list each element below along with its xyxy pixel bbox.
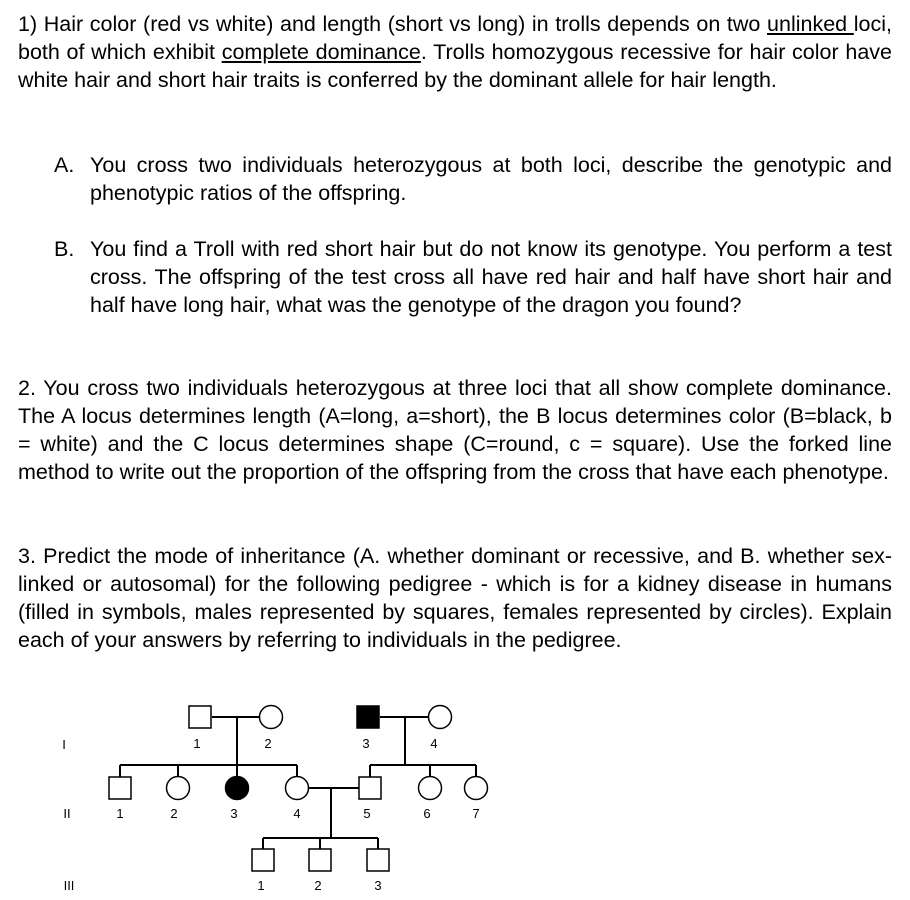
individual-III-1: [252, 849, 274, 871]
label-II-3: 3: [230, 806, 238, 821]
label-II-7: 7: [472, 806, 480, 821]
label-I-1: 1: [193, 736, 201, 751]
label-II-6: 6: [423, 806, 431, 821]
question-1-part-a: [54, 151, 892, 207]
individual-I-4: [429, 706, 452, 729]
label-II-2: 2: [170, 806, 178, 821]
label-II-1: 1: [116, 806, 124, 821]
part-a-text: You cross two individuals heterozygous at both loci, describe the genotypic and phenotypic ratios of the offspring.: [90, 153, 892, 205]
q1-mid: loci, both of which exhibit: [18, 12, 892, 64]
generation-label-III: III: [63, 878, 75, 893]
q1-term-unlinked: unlinked: [767, 12, 854, 36]
q1-lead: 1) Hair color (red vs white) and length (short vs long) in trolls depends on two: [18, 12, 768, 36]
individual-II-1: [109, 777, 131, 799]
part-b-text: You find a Troll with red short hair but do not know its genotype. You perform a test cross. The offspring of the test cross all have red hair and half have short hair and half have long hair, what was the genotype of the dragon you found?: [90, 237, 892, 317]
label-III-3: 3: [374, 878, 382, 893]
individual-I-2: [260, 706, 283, 729]
individual-I-3: [357, 706, 379, 728]
label-I-2: 2: [264, 736, 272, 751]
individual-II-3: [226, 777, 249, 800]
individual-III-3: [367, 849, 389, 871]
label-III-2: 2: [314, 878, 322, 893]
question-2: 2. You cross two individuals heterozygous at three loci that all show complete dominance. The A locus determines length (A=long, a=short), the B locus determines color (B=black, b = white) and the C locus determines shape (C=round, c = square). Use the forked line method to write out the proportion of the offspring from the cross that have each phenotype.: [18, 376, 892, 484]
q1-tail: . Trolls homozygous recessive for hair color have white hair and short hair traits is conferred by the dominant allele for hair length.: [18, 40, 892, 92]
generation-label-II: II: [63, 806, 71, 821]
pedigree-chart: [0, 690, 910, 900]
label-II-5: 5: [363, 806, 371, 821]
individual-III-2: [309, 849, 331, 871]
label-II-4: 4: [293, 806, 301, 821]
label-I-4: 4: [430, 736, 438, 751]
label-I-3: 3: [362, 736, 370, 751]
individual-II-5: [359, 777, 381, 799]
part-b-label: B.: [54, 237, 75, 261]
individual-II-4: [286, 777, 309, 800]
generation-label-I: I: [62, 737, 66, 752]
label-III-1: 1: [257, 878, 265, 893]
question-3: 3. Predict the mode of inheritance (A. whether dominant or recessive, and B. whether sex-linked or autosomal) for the following pedigree - which is for a kidney disease in humans (filled in symbols, males represented by squares, females represented by circles). Explain each of your answers by referring to individuals in the pedigree.: [18, 544, 892, 652]
q1-term-complete-dominance: complete dominance: [221, 40, 421, 64]
individual-II-2: [167, 777, 190, 800]
question-1-part-b: [54, 235, 892, 319]
individual-II-6: [419, 777, 442, 800]
question-1: [18, 10, 892, 94]
individual-I-1: [189, 706, 211, 728]
part-a-label: A.: [54, 153, 75, 177]
individual-II-7: [465, 777, 488, 800]
